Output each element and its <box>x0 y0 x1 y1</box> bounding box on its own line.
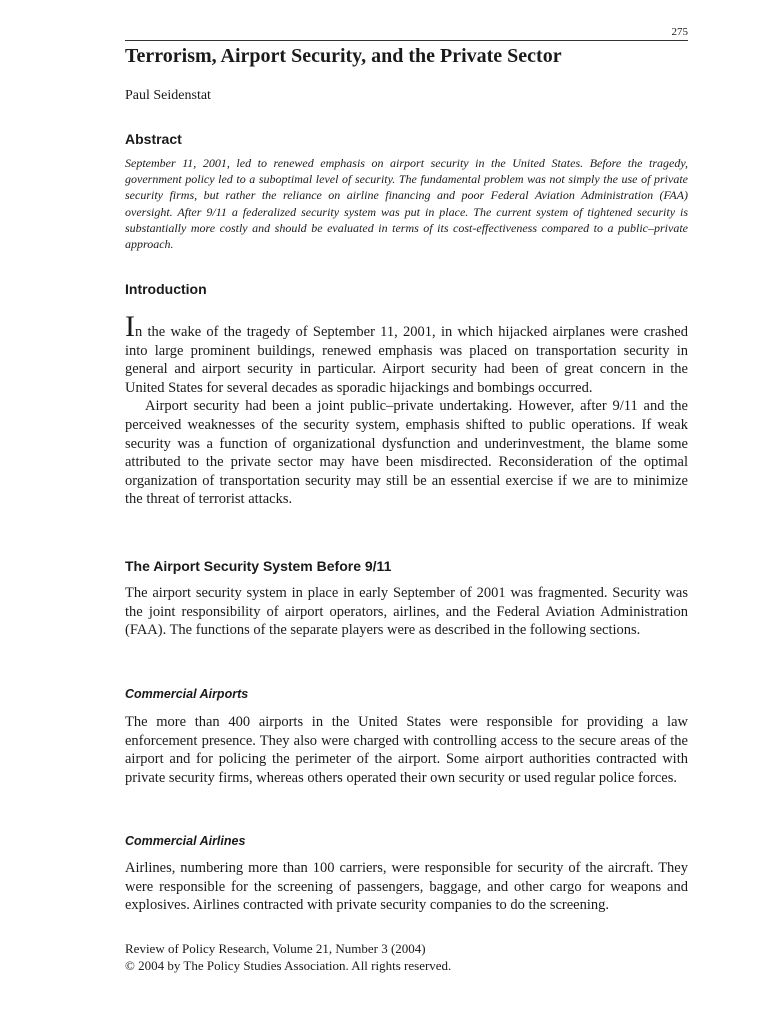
introduction-section <box>125 310 688 509</box>
introduction-paragraph-1 <box>125 310 688 397</box>
section-heading-before-911: The Airport Security System Before 9/11 <box>125 558 392 574</box>
title-rule <box>125 40 688 41</box>
commercial-airports-heading: Commercial Airports <box>125 687 249 701</box>
author-name: Paul Seidenstat <box>125 88 211 103</box>
article-title: Terrorism, Airport Security, and the Private Sector <box>125 45 562 67</box>
commercial-airports-paragraph: The more than 400 airports in the United States were responsible for providing a law enforcement presence. They also were charged with controlling access to the secure areas of the airport and for policing the perimeter of the airport. Some airport authorities contracted with private security firms, whereas others operated their own security or used regular police forces. <box>125 714 688 786</box>
copyright-notice: © 2004 by The Policy Studies Association. All rights reserved. <box>125 958 452 973</box>
commercial-airlines-heading: Commercial Airlines <box>125 834 246 848</box>
introduction-paragraph-2: Airport security had been a joint public–private undertaking. However, after 9/11 and the perceived weaknesses of the security system, emphasis shifted to public operations. If weak security was a function of organizational dysfunction and underinvestment, the blame some attributed to the private sector may have been misdirected. Reconsideration of the optimal organization of transportation security may still be an essential exercise if we are to minimize the threat of terrorist attacks. <box>125 398 688 508</box>
journal-citation: Review of Policy Research, Volume 21, Number 3 (2004) <box>125 941 426 956</box>
before-911-paragraph: The airport security system in place in early September of 2001 was fragmented. Security was the joint responsibility of airport operators, airlines, and the Federal Aviation Administration (FAA). The functions of the separate players were as described in the following sections. <box>125 585 688 639</box>
abstract-text: September 11, 2001, led to renewed emphasis on airport security in the United States. Before the tragedy, government policy led to a suboptimal level of security. The fundamental problem was not simply the use of private security firms, but rather the reliance on airline financing and poor Federal Aviation Administration (FAA) oversight. After 9/11 a federalized security system was put in place. The current system of tightened security is substantially more costly and should be evaluated in terms of its cost-effectiveness compared to a public–private approach. <box>125 156 688 252</box>
commercial-airlines-paragraph: Airlines, numbering more than 100 carriers, were responsible for security of the aircraft. They were responsible for the screening of passengers, baggage, and other cargo for weapons and explosives. Airlines contracted with private security companies to do the screening. <box>125 860 688 914</box>
page-number: 275 <box>671 26 688 38</box>
drop-cap: I <box>125 310 135 343</box>
abstract-heading: Abstract <box>125 131 182 147</box>
introduction-heading: Introduction <box>125 281 207 297</box>
introduction-paragraph-1-text: n the wake of the tragedy of September 11, 2001, in which hijacked airplanes were crashed into large prominent buildings, renewed emphasis was placed on transportation security in general and airport security in particular. Airport security had been of great concern in the United States for several decades as sporadic hijackings and bombings occurred. <box>125 324 688 396</box>
journal-footer <box>125 940 451 974</box>
